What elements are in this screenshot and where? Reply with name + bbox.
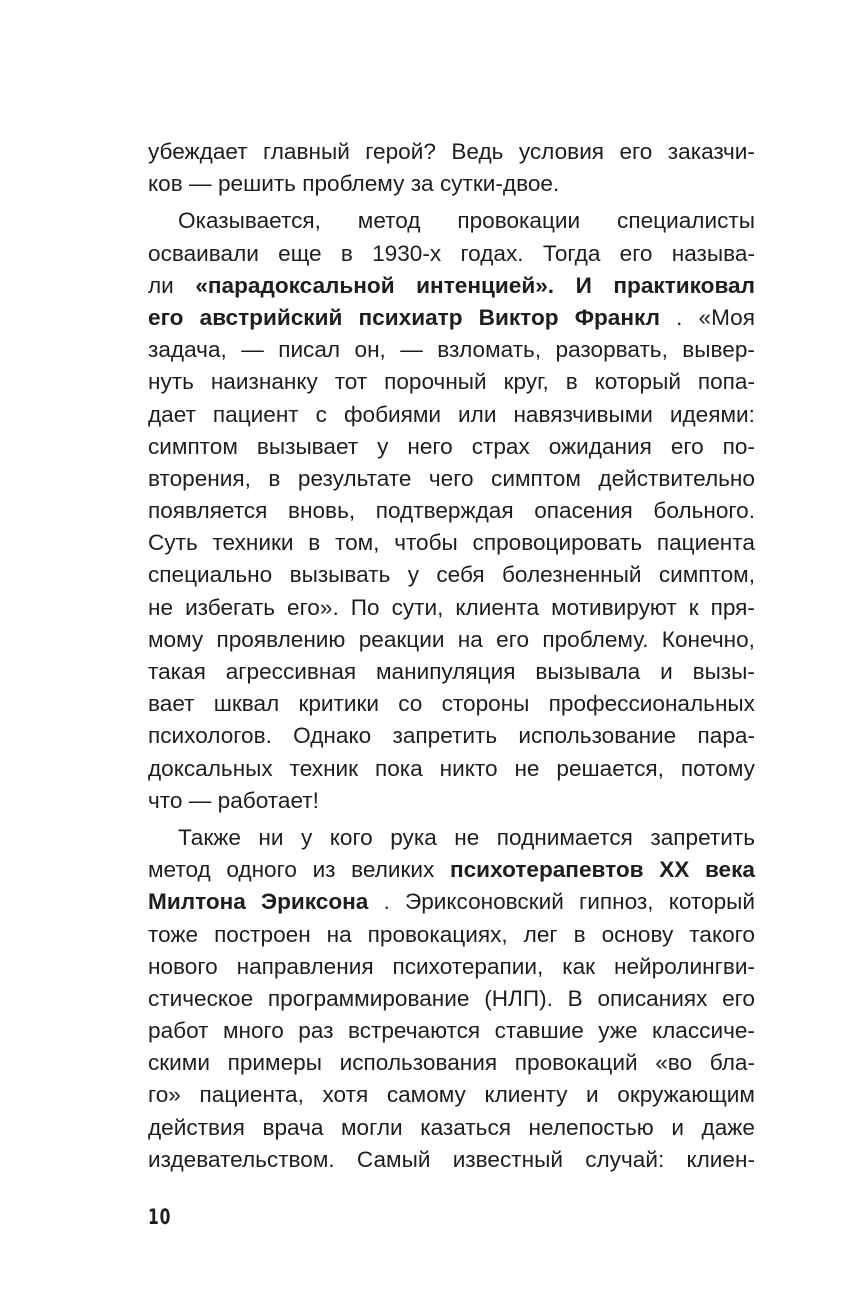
word: с	[315, 401, 327, 427]
word: осваивали	[148, 240, 259, 266]
word: сутки-двое.	[439, 171, 560, 197]
bold-word: австрийский	[199, 304, 343, 330]
bold-word: И	[575, 272, 592, 298]
word: дает	[148, 401, 196, 427]
text-line	[148, 919, 755, 951]
word: агрессивная	[225, 659, 357, 684]
word: запретить	[650, 824, 755, 850]
word: убеждает	[148, 139, 248, 164]
word: болезненный	[501, 562, 642, 588]
text-line	[148, 366, 755, 398]
word: направления	[236, 953, 374, 979]
word: психологов.	[148, 723, 272, 749]
word: круг,	[503, 369, 549, 395]
text-line	[148, 136, 755, 168]
word: «Моя	[698, 304, 755, 330]
word: метод	[357, 208, 421, 234]
word: больного.	[653, 498, 755, 524]
text-line	[148, 1079, 755, 1111]
word: его».	[287, 594, 339, 620]
word: действия	[148, 1114, 245, 1140]
word: могли	[340, 1114, 403, 1140]
word: еще	[278, 240, 322, 266]
word: главный	[263, 139, 350, 164]
word: Также	[178, 824, 241, 850]
word: профессиональных	[548, 691, 755, 717]
word: .	[676, 304, 683, 330]
word: использование	[518, 723, 677, 749]
word: к	[688, 594, 699, 620]
word: не	[514, 755, 540, 781]
word: шквал	[213, 691, 280, 717]
word: вновь,	[288, 498, 356, 524]
word: манипуляция	[376, 659, 516, 684]
bold-word: его	[148, 304, 184, 330]
word: вывер-	[682, 337, 755, 363]
word: такая	[148, 659, 206, 684]
word: техники	[212, 530, 294, 556]
page-number: 10	[148, 1205, 172, 1229]
word: вторения,	[148, 465, 251, 491]
word: провокаций	[514, 1050, 638, 1076]
text-line	[148, 822, 755, 854]
word: пря-	[710, 594, 755, 620]
word: го»	[148, 1082, 181, 1108]
word: не	[148, 594, 174, 620]
word: попа-	[697, 369, 755, 395]
bold-word: Виктор	[478, 304, 559, 330]
text-line	[148, 951, 755, 983]
word: Тогда	[542, 240, 601, 266]
word: работает!	[217, 787, 319, 813]
word: сути,	[391, 594, 444, 620]
text-line	[148, 1144, 755, 1176]
word: техник	[289, 755, 359, 781]
word: как	[562, 953, 596, 979]
text-line	[148, 1112, 755, 1144]
bold-word: интенцией».	[416, 272, 555, 298]
word: стороны	[441, 691, 530, 717]
word: Конечно,	[661, 626, 755, 652]
word: одного	[226, 857, 297, 883]
word: казаться	[420, 1114, 511, 1140]
word: фобиями	[343, 401, 442, 427]
text-line	[148, 753, 755, 785]
word: психотерапии,	[392, 953, 544, 979]
word: вает	[148, 691, 195, 717]
word: идеями:	[669, 401, 755, 427]
word: на	[326, 921, 352, 947]
word: в	[268, 465, 281, 491]
word: критики	[298, 691, 380, 717]
word: Ведь	[451, 139, 504, 164]
text-line	[148, 431, 755, 463]
word: годах.	[460, 240, 524, 266]
word: примеры	[227, 1050, 322, 1076]
word: в	[565, 369, 578, 395]
word: ставшие	[494, 1018, 584, 1044]
word: него	[407, 433, 453, 459]
word: себя	[436, 562, 485, 588]
word: окружающим	[617, 1082, 755, 1108]
word: спровоцировать	[472, 530, 643, 556]
word: издевательством.	[148, 1146, 335, 1172]
word: порочный	[384, 369, 487, 395]
text-line	[148, 785, 755, 817]
bold-word: практиковал	[613, 272, 755, 298]
word: кого	[329, 824, 373, 850]
word: или	[458, 401, 497, 427]
word: известный	[452, 1146, 563, 1172]
word: его	[496, 626, 530, 652]
bold-word: века	[704, 857, 755, 883]
word: проблему.	[542, 626, 649, 652]
word: симптом	[491, 465, 581, 491]
word: реакции	[358, 626, 445, 652]
word: много	[222, 1018, 284, 1044]
word: встречаются	[347, 1018, 481, 1044]
word: пациента	[656, 530, 755, 556]
word: заказчи-	[667, 139, 755, 164]
word: проблему	[302, 171, 405, 197]
word: на	[457, 626, 483, 652]
word: его	[670, 433, 704, 459]
word: клиен-	[686, 1146, 755, 1172]
word: страх	[471, 433, 530, 459]
text-line	[148, 270, 755, 302]
word: Суть	[148, 530, 198, 556]
word: даже	[701, 1114, 755, 1140]
word: Оказывается,	[178, 208, 321, 234]
text-line	[148, 334, 755, 366]
bold-word: психотерапевтов	[449, 857, 644, 883]
word: клиенту	[484, 1082, 568, 1108]
word: нейролингви-	[614, 953, 755, 979]
word: скими	[148, 1050, 210, 1076]
word: и	[671, 1114, 684, 1140]
word: уже	[598, 1018, 638, 1044]
text-line	[148, 463, 755, 495]
text-line	[148, 688, 755, 720]
word: ни	[258, 824, 284, 850]
word: в	[340, 240, 353, 266]
word: у	[377, 433, 389, 459]
word: программирование	[267, 985, 470, 1011]
word: в	[573, 921, 586, 947]
word: рука	[390, 824, 437, 850]
text-line	[148, 399, 755, 431]
word: нового	[148, 953, 218, 979]
word: ли	[148, 272, 174, 298]
word: симптом	[148, 433, 238, 459]
word: за	[410, 171, 434, 197]
word: проявлению	[216, 626, 346, 652]
word: нелепостью	[528, 1114, 654, 1140]
word: поднимается	[496, 824, 633, 850]
word: —	[189, 171, 212, 197]
word: у	[407, 562, 419, 588]
text-line	[148, 983, 755, 1015]
word: По	[350, 594, 380, 620]
word: взломать,	[437, 337, 542, 363]
word: не	[454, 824, 480, 850]
word: называ-	[671, 240, 755, 266]
word: чтобы	[394, 530, 458, 556]
word: запретить	[392, 723, 498, 749]
word: 1930-х	[372, 240, 442, 266]
word: его	[722, 985, 755, 1011]
body-text	[148, 136, 755, 1176]
bold-word: Милтона	[148, 889, 246, 915]
word: пока	[374, 755, 423, 781]
word: пациент	[212, 401, 299, 427]
word: «во	[655, 1050, 693, 1076]
word: чего	[428, 465, 474, 491]
word: Однако	[293, 723, 372, 749]
word: вызывать	[289, 562, 391, 588]
word: стическое	[148, 985, 254, 1011]
word: вызывала	[535, 659, 641, 684]
word: (НЛП).	[484, 985, 553, 1011]
word: врача	[262, 1114, 324, 1140]
word: бла-	[709, 1050, 755, 1076]
word: хотя	[322, 1082, 369, 1108]
word: том,	[334, 530, 380, 556]
word: подтверждая	[375, 498, 514, 524]
text-line	[148, 238, 755, 270]
word: ожидания	[548, 433, 652, 459]
word: .	[383, 889, 390, 915]
word: построен	[214, 921, 311, 947]
word: герой?	[365, 139, 436, 164]
word: появляется	[148, 498, 268, 524]
text-line	[148, 302, 755, 334]
word: пара-	[697, 723, 755, 749]
word: который	[668, 889, 755, 915]
word: и	[660, 659, 673, 684]
word: Самый	[356, 1146, 431, 1172]
word: провокациях,	[367, 921, 508, 947]
word: решить	[217, 171, 296, 197]
text-line	[148, 1047, 755, 1079]
word: гипноз,	[579, 889, 654, 915]
word: наизнанку	[210, 369, 318, 395]
word: специально	[148, 562, 273, 588]
text-line	[148, 527, 755, 559]
text-line	[148, 168, 755, 200]
word: мотивируют	[551, 594, 677, 620]
word: нуть	[148, 369, 194, 395]
text-line	[148, 205, 755, 237]
word: тоже	[148, 921, 199, 947]
word: по-	[722, 433, 755, 459]
word: из	[312, 857, 336, 883]
word: вызывает	[256, 433, 359, 459]
word: разорвать,	[555, 337, 668, 363]
word: потому	[680, 755, 755, 781]
word: опасения	[534, 498, 633, 524]
word: —	[188, 787, 212, 813]
text-line	[148, 720, 755, 752]
word: действительно	[598, 465, 755, 491]
word: навязчивыми	[513, 401, 653, 427]
text-line	[148, 495, 755, 527]
word: такого	[689, 921, 755, 947]
word: провокации	[457, 208, 581, 234]
word: основу	[601, 921, 674, 947]
word: задача,	[148, 337, 227, 363]
word: он,	[354, 337, 386, 363]
text-line	[148, 854, 755, 886]
word: в	[308, 530, 321, 556]
word: мому	[148, 626, 204, 652]
word: классиче-	[651, 1018, 755, 1044]
word: Эриксоновский	[404, 889, 564, 915]
word: писал	[278, 337, 341, 363]
word: условия	[518, 139, 605, 164]
word: вызы-	[692, 659, 755, 684]
text-line	[148, 656, 755, 688]
bold-word: психиатр	[358, 304, 463, 330]
text-line	[148, 1015, 755, 1047]
word: случай:	[585, 1146, 665, 1172]
word: избегать	[185, 594, 275, 620]
word: ков	[148, 171, 183, 197]
word: который	[594, 369, 681, 395]
word: что	[148, 787, 183, 813]
word: решается,	[556, 755, 664, 781]
word: великих	[351, 857, 435, 883]
bold-word: Эриксона	[261, 889, 369, 915]
word: его	[619, 240, 653, 266]
word: раз	[298, 1018, 334, 1044]
word: —	[241, 337, 264, 363]
word: пациента,	[199, 1082, 304, 1108]
word: симптом,	[658, 562, 755, 588]
text-line	[148, 886, 755, 918]
word: его	[619, 139, 653, 164]
word: использования	[339, 1050, 498, 1076]
word: результате	[297, 465, 412, 491]
word: тот	[334, 369, 368, 395]
word: работ	[148, 1018, 209, 1044]
word: доксальных	[148, 755, 273, 781]
word: никто	[439, 755, 498, 781]
word: описаниях	[597, 985, 708, 1011]
word: у	[300, 824, 313, 850]
word: и	[586, 1082, 599, 1108]
word: клиента	[455, 594, 540, 620]
word: со	[398, 691, 423, 717]
bold-word: Франкл	[574, 304, 660, 330]
word: В	[567, 985, 583, 1011]
text-line	[148, 592, 755, 624]
bold-word: XX	[659, 857, 690, 883]
word: самому	[386, 1082, 466, 1108]
text-line	[148, 624, 755, 656]
word: лег	[523, 921, 558, 947]
word: —	[400, 337, 423, 363]
text-line	[148, 559, 755, 591]
bold-word: «парадоксальной	[195, 272, 395, 298]
word: специалисты	[617, 208, 755, 234]
word: метод	[148, 857, 211, 883]
